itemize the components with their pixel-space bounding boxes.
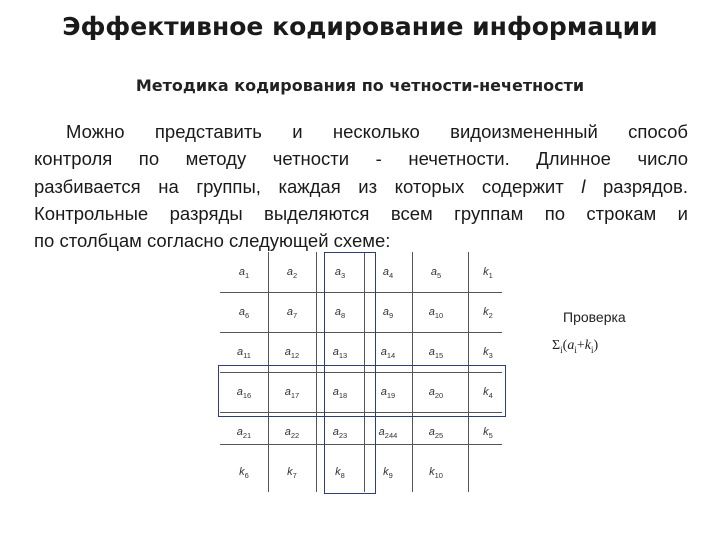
paragraph-line-3-b: разрядов. <box>585 175 688 197</box>
cell-base: k <box>483 266 489 278</box>
formula-close: ) <box>593 338 599 353</box>
scheme-cell <box>412 372 460 412</box>
scheme-cell <box>220 452 268 492</box>
cell-base: a <box>284 346 291 358</box>
cell-subscript: 15 <box>434 350 444 360</box>
cell-subscript: 2 <box>488 310 493 320</box>
scheme-cell <box>364 252 412 292</box>
cell-subscript: 21 <box>242 430 252 440</box>
scheme-cell <box>220 372 268 412</box>
scheme-cell <box>412 412 460 452</box>
scheme-cell <box>468 412 508 452</box>
formula-k: k <box>584 338 591 353</box>
cell-subscript: 8 <box>340 310 346 320</box>
cell-base: a <box>428 426 435 438</box>
cell-base: a <box>284 426 291 438</box>
page-subtitle: Методика кодирования по четности-нечетности <box>135 76 585 95</box>
cell-base: a <box>238 266 245 278</box>
scheme-cell <box>268 292 316 332</box>
cell-subscript: 1 <box>244 270 250 280</box>
paragraph-line-1: Можно представить и несколько видоизмененный способ <box>66 121 688 142</box>
cell-subscript: 7 <box>292 470 297 480</box>
paragraph-line-4: Контрольные разряды выделяются всем группам по строкам и <box>34 202 688 224</box>
scheme-cell <box>268 452 316 492</box>
scheme-cell <box>412 252 460 292</box>
scheme-cell <box>316 412 364 452</box>
paragraph-line-3 <box>34 173 688 200</box>
cell-base: a <box>380 346 387 358</box>
scheme-cell <box>268 372 316 412</box>
scheme-cell <box>316 372 364 412</box>
cell-subscript: 13 <box>338 350 348 360</box>
cell-subscript: 23 <box>338 430 348 440</box>
scheme-cell <box>220 412 268 452</box>
cell-subscript: 2 <box>292 270 298 280</box>
scheme-cell <box>316 292 364 332</box>
cell-base: a <box>380 386 387 398</box>
scheme-cell <box>220 252 268 292</box>
paragraph-variable-l: l <box>581 175 586 197</box>
scheme-cell <box>468 292 508 332</box>
scheme-cell <box>364 292 412 332</box>
scheme-cell <box>268 252 316 292</box>
formula-a: a <box>567 338 575 353</box>
paragraph-line-2: контроля по методу четности - нечетности. Длинное число <box>34 148 688 170</box>
cell-base: a <box>236 386 243 398</box>
paragraph-line-5: по столбцам согласно следующей схеме: <box>34 230 391 252</box>
scheme-cell <box>468 372 508 412</box>
cell-subscript: 14 <box>386 350 396 360</box>
cell-base: a <box>430 266 437 278</box>
cell-subscript: 4 <box>488 390 493 400</box>
cell-base: k <box>429 466 435 478</box>
cell-subscript: 244 <box>384 430 398 440</box>
scheme-cell <box>412 292 460 332</box>
cell-base: a <box>428 346 435 358</box>
scheme-cell <box>412 452 460 492</box>
cell-base: a <box>332 426 339 438</box>
scheme-cell <box>268 332 316 372</box>
cell-base: k <box>335 466 341 478</box>
formula-sigma-sub: i <box>560 344 563 355</box>
scheme-cell <box>316 332 364 372</box>
cell-subscript: 3 <box>488 350 493 360</box>
cell-subscript: 12 <box>290 350 300 360</box>
cell-base: k <box>483 426 489 438</box>
paragraph-line-3-a: разбивается на группы, каждая из которых содержит <box>34 175 582 197</box>
cell-base: a <box>286 306 293 318</box>
scheme-cell <box>268 412 316 452</box>
cell-subscript: 5 <box>436 270 442 280</box>
cell-base: k <box>287 466 293 478</box>
scheme-cell <box>316 252 364 292</box>
page-title: Эффективное кодирование информации <box>62 12 658 41</box>
formula-sigma: Σ <box>552 338 561 353</box>
cell-base: k <box>383 466 389 478</box>
cell-base: a <box>236 426 243 438</box>
cell-base: a <box>238 306 245 318</box>
scheme-cell <box>364 332 412 372</box>
cell-subscript: 3 <box>340 270 346 280</box>
cell-base: k <box>483 306 489 318</box>
formula-a-sub: i <box>574 344 577 355</box>
cell-subscript: 16 <box>242 390 252 400</box>
cell-subscript: 10 <box>434 470 443 480</box>
cell-subscript: 6 <box>244 310 250 320</box>
formula-open: ( <box>562 338 568 353</box>
cell-base: k <box>239 466 245 478</box>
cell-subscript: 18 <box>338 390 348 400</box>
scheme-cell <box>364 412 412 452</box>
cell-subscript: 25 <box>434 430 444 440</box>
body-paragraph <box>34 118 688 254</box>
cell-base: a <box>332 386 339 398</box>
parity-scheme-grid <box>220 252 520 492</box>
cell-base: a <box>332 346 339 358</box>
cell-subscript: 22 <box>290 430 300 440</box>
scheme-cell <box>468 252 508 292</box>
cell-base: k <box>483 386 489 398</box>
cell-subscript: 11 <box>243 350 251 360</box>
scheme-cell <box>364 452 412 492</box>
scheme-cell <box>316 452 364 492</box>
cell-base: a <box>334 266 341 278</box>
scheme-cell <box>220 332 268 372</box>
cell-base: a <box>378 426 385 438</box>
scheme-cell <box>220 292 268 332</box>
cell-base: a <box>284 386 291 398</box>
scheme-cell <box>412 332 460 372</box>
cell-base: a <box>286 266 293 278</box>
cell-subscript: 10 <box>434 310 444 320</box>
cell-subscript: 5 <box>488 430 493 440</box>
scheme-cell <box>364 372 412 412</box>
formula-k-sub: i <box>590 344 594 355</box>
scheme-cell <box>468 332 508 372</box>
formula-plus: + <box>576 338 585 353</box>
cell-base: a <box>428 386 435 398</box>
cell-base: a <box>428 306 435 318</box>
cell-base: a <box>237 346 244 358</box>
check-label: Проверка <box>563 309 626 325</box>
cell-subscript: 1 <box>488 270 493 280</box>
cell-subscript: 8 <box>340 470 345 480</box>
cell-subscript: 4 <box>388 270 394 280</box>
check-formula <box>552 338 598 355</box>
cell-base: a <box>382 266 389 278</box>
cell-subscript: 19 <box>386 390 396 400</box>
cell-subscript: 6 <box>244 470 249 480</box>
cell-subscript: 9 <box>388 470 393 480</box>
cell-subscript: 17 <box>290 390 300 400</box>
cell-subscript: 7 <box>292 310 298 320</box>
cell-subscript: 20 <box>434 390 444 400</box>
cell-base: a <box>382 306 389 318</box>
cell-subscript: 9 <box>388 310 394 320</box>
cell-base: k <box>483 346 489 358</box>
cell-base: a <box>334 306 341 318</box>
